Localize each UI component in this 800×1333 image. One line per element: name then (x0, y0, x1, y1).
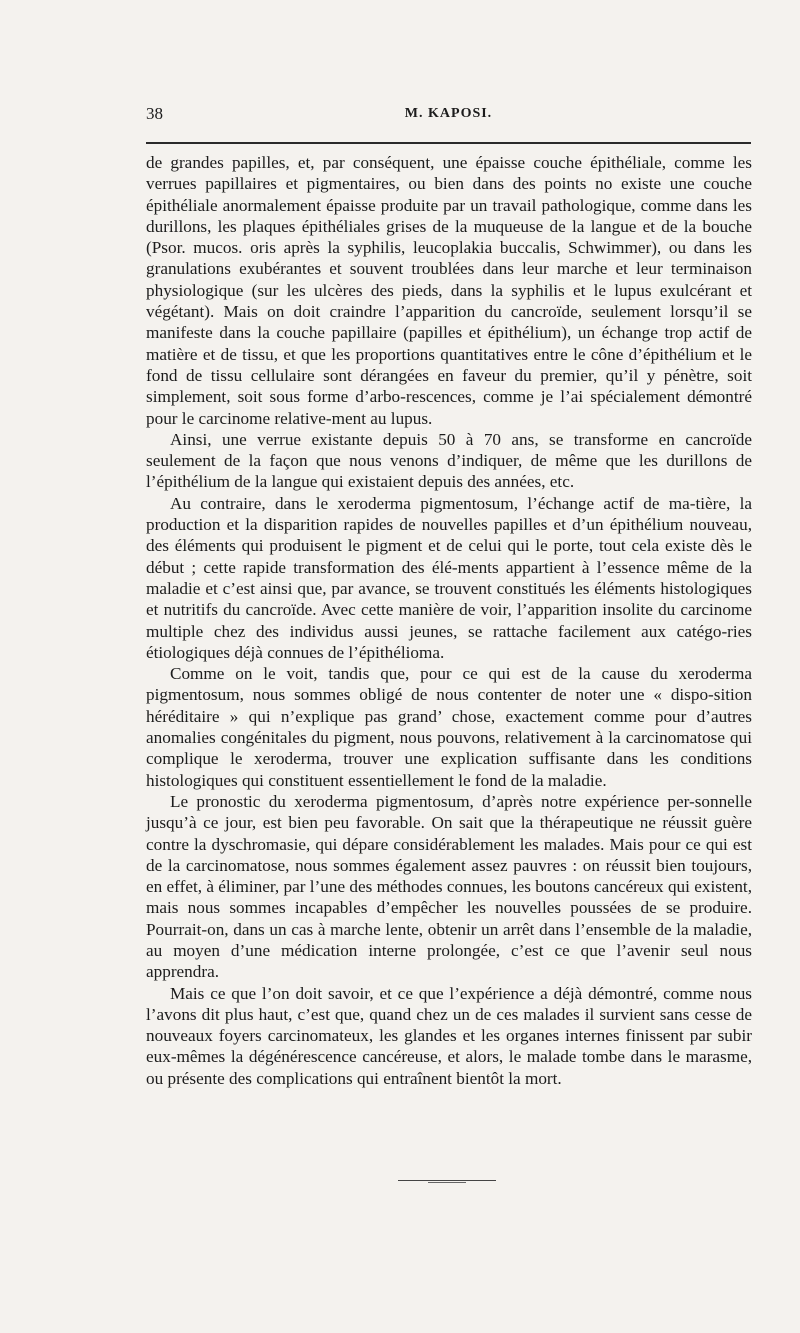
page-header (146, 104, 751, 132)
paragraph: Au contraire, dans le xeroderma pigmentosum, l’échange actif de ma-tière, la production et la disparition rapides de nouvelles papilles et d’un épithélium nouveau, des éléments qui produisent le pigment et de celui qui le porte, tout cela existe dès le début ; cette rapide transformation des élé-ments appartient à l’essence même de la maladie et c’est ainsi que, par avance, se trouvent constitués les éléments histologiques et nutritifs du cancroïde. Avec cette manière de voir, l’apparition insolite du carcinome multiple chez des individus aussi jeunes, se rattache facilement aux catégo-ries étiologiques déjà connues de l’épithélioma. (146, 493, 752, 662)
paragraph: Mais ce que l’on doit savoir, et ce que l’expérience a déjà démontré, comme nous l’avons dit plus haut, c’est que, quand chez un de ces malades il survient sans cesse de nouveaux foyers carcinomateux, les glandes et les organes internes finissent par subir eux-mêmes la dégénérescence cancéreuse, et alors, le malade tombe dans le marasme, ou présente des complications qui entraînent bientôt la mort. (146, 983, 752, 1088)
page-number: 38 (146, 104, 163, 123)
paragraph: de grandes papilles, et, par conséquent, une épaisse couche épithéliale, comme les verrues papillaires et pigmentaires, ou bien dans des points no existe une couche épithéliale anormalement épaisse produite par un travail pathologique, comme dans les durillons, les plaques épithéliales grises de la muqueuse de la langue et de la bouche (Psor. mucos. oris après la syphilis, leucoplakia buccalis, Schwimmer), ou dans les granulations exubérantes et souvent troublées dans leur marche et leur terminaison physiologique (sur les ulcères des pieds, dans la syphilis et le lupus exulcérant et végétant). Mais on doit craindre l’apparition du cancroïde, seulement lorsqu’il se manifeste dans la couche papillaire (papilles et épithélium), un échange trop actif de matière et de tissu, et que les proportions quantitatives entre le cône d’épithélium et le fond de tissu cellulaire sont dérangées en faveur du premier, qu’il y pénètre, soit simplement, soit sous forme d’arbo-rescences, comme je l’ai spécialement démontré pour le carcinome relative-ment au lupus. (146, 153, 752, 428)
end-ornament-rule (398, 1180, 496, 1181)
paragraph: Ainsi, une verrue existante depuis 50 à 70 ans, se transforme en cancroïde seulement de la façon que nous venons d’indiquer, de même que les durillons de l’épithélium de la langue qui existaient depuis des années, etc. (146, 429, 752, 492)
body-text (146, 152, 752, 1089)
paragraph: Le pronostic du xeroderma pigmentosum, d’après notre expérience per-sonnelle jusqu’à ce jour, est bien peu favorable. On sait que la thérapeutique ne réussit guère contre la dyschromasie, qui dépare considérablement les malades. Mais pour ce qui est de la carcinomatose, nous sommes également assez pauvres : on réussit bien toujours, en effet, à éliminer, par l’une des méthodes connues, les boutons cancéreux qui existent, mais nous sommes incapables d’empêcher les nouvelles poussées de se produire. Pourrait-on, dans un cas à marche lente, obtenir un arrêt dans l’ensemble de la maladie, au moyen d’une médication interne prolongée, c’est ce que l’avenir seul nous apprendra. (146, 791, 752, 982)
running-head: M. KAPOSI. (404, 106, 493, 121)
paragraph: Comme on le voit, tandis que, pour ce qui est de la cause du xeroderma pigmentosum, nous sommes obligé de nous contenter de noter une « dispo-sition héréditaire » qui n’explique pas grand’ chose, exactement comme pour d’autres anomalies congénitales du pigment, nous pouvons, relativement à la carcinomatose qui complique le xeroderma, trouver une explication suffisante dans les conditions histologiques qui constituent essentiellement le fond de la maladie. (146, 664, 752, 790)
header-rule (146, 142, 751, 144)
